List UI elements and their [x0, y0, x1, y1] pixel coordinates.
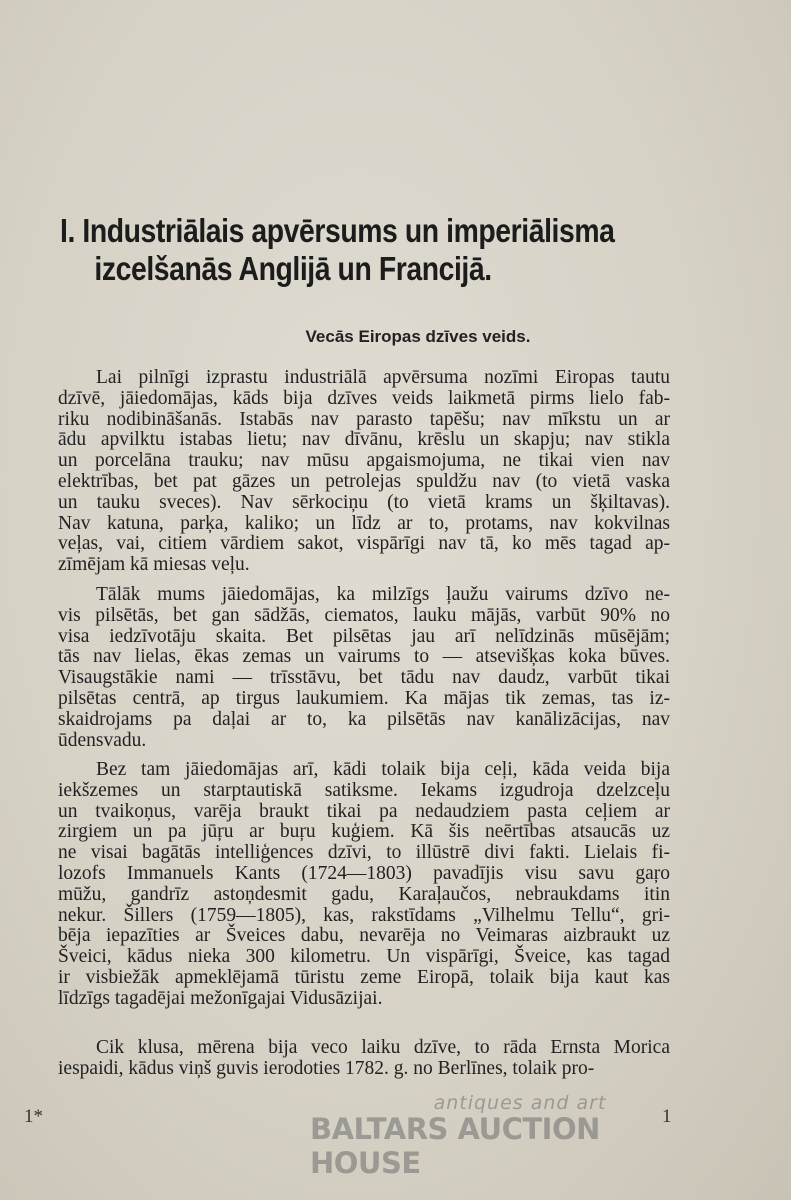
text-line: Nav katuna, parķa, kaliko; un līdz ar to, protams, nav kokvilnas [58, 512, 670, 534]
text-line: ne visai bagātās intelliģences dzīvi, to illūstrē divi fakti. Lielais fi- [58, 842, 670, 864]
watermark-name: BALTARS AUCTION HOUSE [310, 1112, 600, 1180]
text-line: Šveici, kādus nieka 300 kilometru. Un vispārīgi, Šveice, kas tagad [58, 946, 670, 968]
text-line: elektrības, bet pat gāzes un petrolejas spuldžu nav (to vietā vaska [58, 470, 670, 492]
text-line: visa iedzīvotāju skaita. Bet pilsētas jau arī nelīdzinās mūsējām; [58, 625, 670, 647]
text-line: zīmējam kā miesas veļu. [58, 554, 250, 576]
text-line: ūdensvadu. [58, 729, 147, 751]
text-line: un porcelāna trauku; nav mūsu apgaismojuma, ne tikai vien nav [58, 450, 670, 472]
text-line: veļas, vai, citiem vārdiem sakot, vispārīgi nav tā, ko mēs tagad ap- [58, 533, 670, 555]
watermark-logo [310, 1092, 710, 1180]
text-line: Cik klusa, mērena bija veco laiku dzīve, to rāda Ernsta Morica [96, 1037, 670, 1058]
paragraph [58, 1038, 670, 1080]
text-line: ir visbiežāk apmeklējamā tūristu zeme Eiropā, tolaik bija kaut kas [58, 966, 670, 988]
text-line: ādu apvilktu istabas lietu; nav dīvānu, krēslu un skapju; nav stikla [58, 429, 670, 451]
paragraph [58, 368, 670, 576]
text-line: vis pilsētās, bet gan sādžās, ciematos, lauku mājās, varbūt 90% no [58, 604, 670, 626]
text-line: skaidrojams pa daļai ar to, ka pilsētās nav kanālizācijas, nav [58, 708, 670, 730]
text-line: Lai pilnīgi izprastu industriālā apvērsuma nozīmi Eiropas tautu [96, 367, 670, 388]
text-line: tās nav lielas, ēkas zemas un vairums to — atsevišķas koka būves. [58, 646, 670, 668]
signature-mark: 1* [24, 1106, 43, 1127]
text-line: Bez tam jāiedomājas arī, kādi tolaik bija ceļi, kāda veida bija [96, 759, 670, 780]
text-line: mūžu, gandrīz astoņdesmit gadu, Karaļaučos, nebraukdams itin [58, 883, 670, 905]
text-line: iespaidi, kādus viņš guvis ierodoties 1782. g. no Berlīnes, tolaik pro- [58, 1057, 595, 1079]
text-line: bēja iepazīties ar Šveices dabu, nevarēja no Veimaras aizbraukt uz [58, 925, 670, 947]
text-line: līdzīgs tagadējai mežonīgajai Vidusāzijai. [58, 987, 383, 1009]
text-line: un tauku sveces). Nav sērkociņu (to vietā krams un šķiltavas). [58, 491, 670, 513]
text-line: lozofs Immanuels Kants (1724—1803) pavadījis visu savu gaŗo [58, 862, 670, 884]
page-number: 1 [662, 1106, 672, 1127]
chapter-heading-line: izcelšanās Anglijā un Francijā. [94, 250, 492, 287]
paragraph [58, 760, 670, 1010]
text-line: iekšzemes un starptautiskā satiksme. Iekams izgudroja dzelzceļu [58, 779, 670, 801]
text-line: Visaugstākie nami — trīsstāvu, bet tādu nav daudz, varbūt tikai [58, 667, 670, 689]
text-line: riku nodibināšanās. Istabās nav parasto tapēšu; nav mīkstu un ar [58, 408, 670, 430]
watermark-tagline: antiques and art [433, 1092, 607, 1114]
text-line: pilsētas centrā, ap tirgus laukumiem. Ka mājas tik zemas, tas iz- [58, 687, 670, 709]
chapter-heading-line: I. Industriālais apvērsums un imperiālisma [60, 212, 615, 249]
chapter-heading [60, 212, 670, 288]
section-subtitle: Vecās Eiropas dzīves veids. [305, 327, 531, 346]
text-line: un tvaikoņus, varēja braukt tikai pa nedaudziem pasta ceļiem ar [58, 800, 670, 822]
text-line: Tālāk mums jāiedomājas, ka milzīgs ļaužu vairums dzīvo ne- [96, 584, 670, 605]
text-line: zirgiem un pa jūŗu ar buŗu kuģiem. Kā šis neērtības atsaucās uz [58, 821, 670, 843]
text-line: dzīvē, jāiedomājas, kāds bija dzīves veids laikmetā pirms lielo fab- [58, 387, 670, 409]
text-line: nekur. Šillers (1759—1805), kas, rakstīdams „Vilhelmu Tellu“, gri- [58, 904, 670, 926]
paragraph [58, 585, 670, 751]
